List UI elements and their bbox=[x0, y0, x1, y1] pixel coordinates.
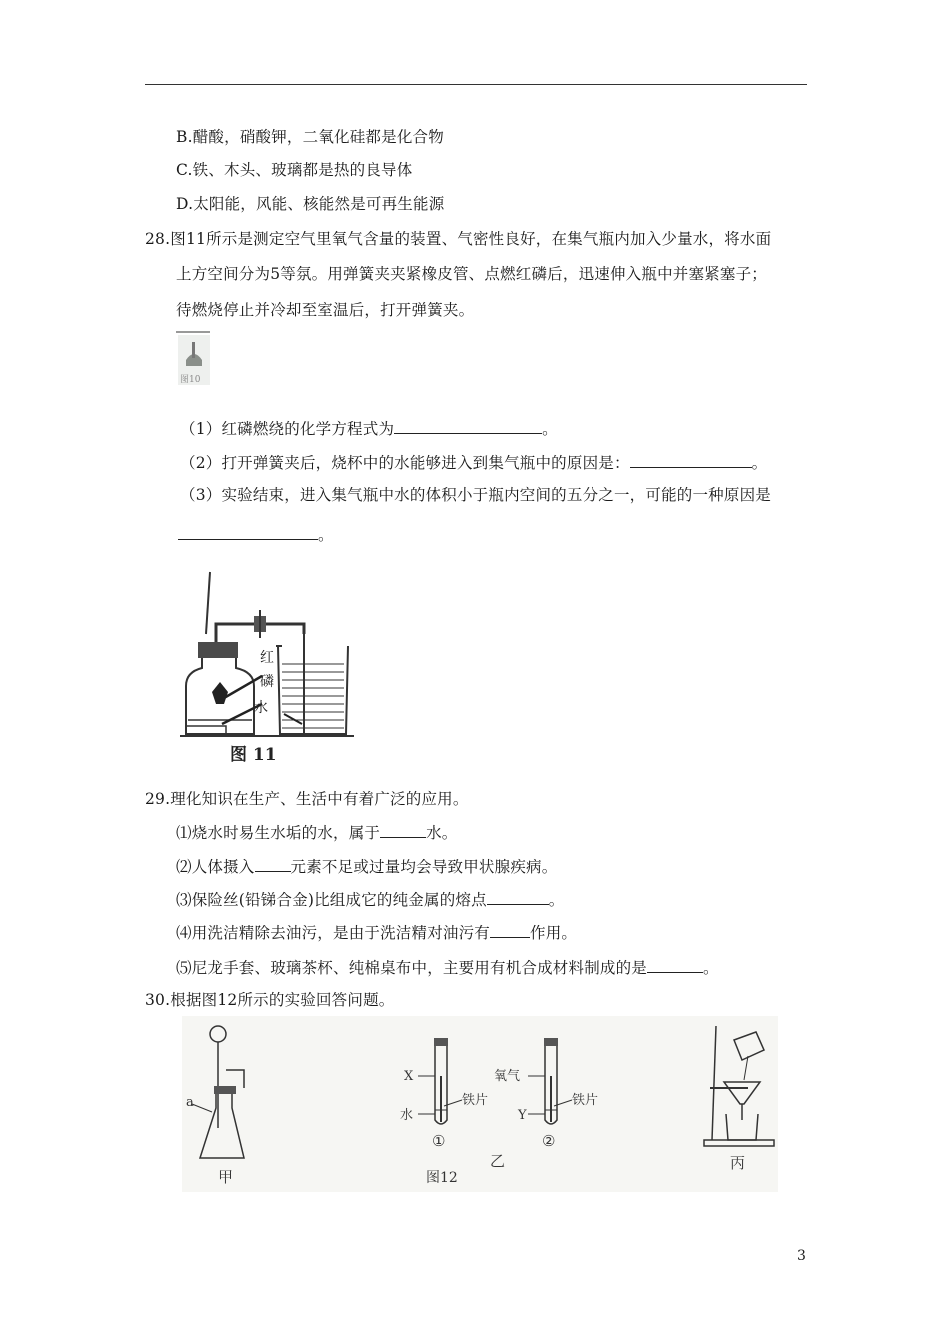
q29-sub4-text: ⑷用洗洁精除去油污，是由于洗洁精对油污有 bbox=[176, 924, 491, 942]
fig12-label-circle-2: ② bbox=[542, 1132, 556, 1150]
fig11-label-phosphorus: 磷 bbox=[260, 674, 274, 690]
q28-sub2-text: （2）打开弹簧夹后，烧杯中的水能够进入到集气瓶中的原因是： bbox=[180, 454, 630, 472]
q30-stem: 30.根据图12所示的实验回答问题。 bbox=[145, 991, 395, 1009]
figure-12 bbox=[182, 1016, 778, 1192]
fig11-label-red: 红 bbox=[260, 650, 274, 666]
q28-stem-line3: 待燃烧停止并冷却至室温后，打开弹簧夹。 bbox=[176, 301, 475, 319]
q29-sub3-blank bbox=[487, 889, 549, 905]
small-figure-10 bbox=[176, 330, 212, 386]
option-d: D.太阳能，风能、核能然是可再生能源 bbox=[176, 195, 445, 213]
q29-sub3-end: 。 bbox=[548, 891, 565, 909]
fig12-label-iron-2: 铁片 bbox=[572, 1093, 599, 1108]
q28-sub1-end: 。 bbox=[542, 420, 558, 438]
fig12-label-bing: 丙 bbox=[730, 1154, 746, 1172]
fig11-caption: 图 11 bbox=[230, 745, 277, 765]
fig12-caption: 图12 bbox=[426, 1170, 458, 1186]
q29-sub1-end: 水。 bbox=[426, 824, 458, 842]
q28-sub2 bbox=[180, 452, 767, 473]
option-c: C.铁、木头、玻璃都是热的良导体 bbox=[176, 161, 413, 179]
q28-sub1-blank bbox=[394, 418, 542, 434]
q29-sub4 bbox=[176, 922, 577, 943]
q29-sub1 bbox=[176, 822, 458, 843]
q29-stem: 29.理化知识在生产、生活中有着广泛的应用。 bbox=[145, 790, 469, 808]
q29-sub3 bbox=[176, 889, 565, 910]
q28-stem-line1: 28.图11所示是测定空气里氧气含量的装置、气密性良好，在集气瓶内加入少量水，将水面 bbox=[145, 230, 772, 248]
q28-stem-line2: 上方空间分为5等氛。用弹簧夹夹紧橡皮管、点燃红磷后，迅速伸入瓶中并塞紧塞子； bbox=[176, 265, 767, 283]
fig12-label-jia: 甲 bbox=[218, 1168, 234, 1186]
fig12-label-water: 水 bbox=[400, 1108, 414, 1123]
q29-sub5 bbox=[176, 957, 719, 978]
header-rule bbox=[145, 84, 807, 85]
fig12-label-iron-1: 铁片 bbox=[462, 1093, 489, 1108]
q28-sub3: （3）实验结束，进入集气瓶中水的体积小于瓶内空间的五分之一，可能的一种原因是 bbox=[180, 486, 771, 504]
fig12-label-x: X bbox=[404, 1069, 414, 1084]
q29-sub4-blank bbox=[490, 922, 530, 938]
q29-sub5-end: 。 bbox=[703, 959, 719, 977]
q28-sub1 bbox=[180, 418, 558, 439]
fig12-label-y: Y bbox=[518, 1108, 527, 1123]
q29-sub2-blank bbox=[255, 856, 291, 872]
page-number: 3 bbox=[797, 1248, 806, 1264]
fig12-label-a: a bbox=[186, 1095, 194, 1110]
fig12-label-circle-1: ① bbox=[432, 1132, 446, 1150]
q28-sub3-end: 。 bbox=[318, 526, 334, 544]
q29-sub2-text: ⑵人体摄入 bbox=[176, 858, 255, 876]
figure-11 bbox=[176, 564, 366, 769]
q28-sub2-end: 。 bbox=[751, 454, 768, 472]
q29-sub2-end: 元素不足或过量均会导致甲状腺疾病。 bbox=[290, 858, 558, 876]
q29-sub4-end: 作用。 bbox=[530, 924, 578, 942]
q28-sub2-blank bbox=[630, 452, 752, 468]
small-figure-label: 图10 bbox=[180, 375, 201, 385]
fig12-label-yi: 乙 bbox=[490, 1152, 506, 1170]
q29-sub1-blank bbox=[380, 822, 426, 838]
q29-sub2 bbox=[176, 856, 557, 877]
q28-sub3-answer bbox=[178, 524, 334, 545]
q28-sub1-text: （1）红磷燃绕的化学方程式为 bbox=[180, 420, 395, 438]
q29-sub5-text: ⑸尼龙手套、玻璃茶杯、纯棉桌布中，主要用有机合成材料制成的是 bbox=[176, 959, 648, 977]
q28-sub3-blank bbox=[178, 524, 318, 540]
option-b: B.醋酸，硝酸钾，二氧化硅都是化合物 bbox=[176, 128, 444, 146]
q29-sub5-blank bbox=[647, 957, 703, 973]
fig12-label-oxygen: 氧气 bbox=[494, 1069, 521, 1084]
q29-sub1-text: ⑴烧水时易生水垢的水，属于 bbox=[176, 824, 381, 842]
q29-sub3-text: ⑶保险丝(铅锑合金)比组成它的纯金属的熔点 bbox=[176, 891, 487, 909]
fig11-label-water: 水 bbox=[254, 700, 268, 716]
